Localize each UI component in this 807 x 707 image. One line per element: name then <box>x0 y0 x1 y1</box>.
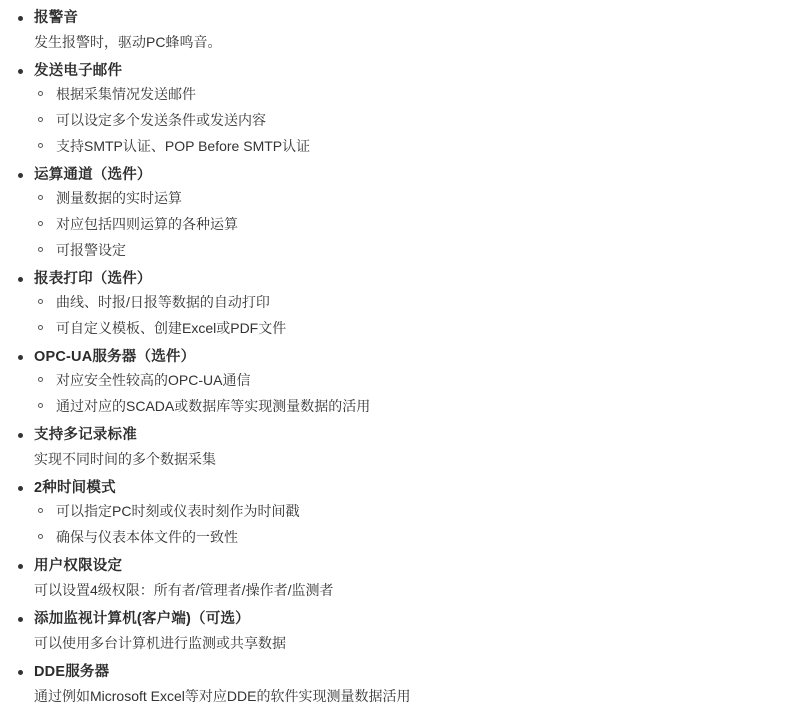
list-item: 曲线、时报/日报等数据的自动打印 <box>34 292 807 313</box>
list-item: 可以指定PC时刻或仪表时刻作为时间戳 <box>34 501 807 522</box>
list-item <box>0 609 807 654</box>
feature-title: 用户权限设定 <box>34 558 123 574</box>
list-item: 通过对应的SCADA或数据库等实现测量数据的活用 <box>34 396 807 417</box>
list-item <box>0 61 807 157</box>
feature-description: 可以设置4级权限：所有者/管理者/操作者/监测者 <box>34 582 334 598</box>
feature-subitems <box>34 370 807 417</box>
list-item <box>0 425 807 470</box>
feature-description: 实现不同时间的多个数据采集 <box>34 451 216 467</box>
feature-subitems <box>34 292 807 339</box>
list-item: 对应安全性较高的OPC-UA通信 <box>34 370 807 391</box>
list-item: 对应包括四则运算的各种运算 <box>34 214 807 235</box>
feature-list <box>0 8 807 707</box>
list-item <box>0 165 807 261</box>
list-item: 根据采集情况发送邮件 <box>34 84 807 105</box>
feature-title: 报表打印（选件） <box>34 271 152 287</box>
list-item <box>0 8 807 53</box>
feature-title: 添加监视计算机(客户端)（可选） <box>34 611 250 627</box>
list-item: 可以设定多个发送条件或发送内容 <box>34 110 807 131</box>
list-item: 确保与仪表本体文件的一致性 <box>34 527 807 548</box>
feature-subitems <box>34 501 807 548</box>
list-item: 可自定义模板、创建Excel或PDF文件 <box>34 318 807 339</box>
list-item: 支持SMTP认证、POP Before SMTP认证 <box>34 136 807 157</box>
list-item <box>0 269 807 339</box>
feature-description: 可以使用多台计算机进行监测或共享数据 <box>34 635 286 651</box>
feature-title: DDE服务器 <box>34 664 110 680</box>
feature-title: 支持多记录标准 <box>34 427 137 443</box>
feature-description: 通过例如Microsoft Excel等对应DDE的软件实现测量数据活用 <box>34 688 411 704</box>
list-item: 测量数据的实时运算 <box>34 188 807 209</box>
list-item <box>0 478 807 548</box>
feature-subitems <box>34 188 807 261</box>
list-item <box>0 347 807 417</box>
list-item <box>0 556 807 601</box>
list-item: 可报警设定 <box>34 240 807 261</box>
feature-subitems <box>34 84 807 157</box>
feature-description: 发生报警时，驱动PC蜂鸣音。 <box>34 34 222 50</box>
feature-title: 2种时间模式 <box>34 480 116 496</box>
list-item <box>0 662 807 707</box>
feature-title: 发送电子邮件 <box>34 63 123 79</box>
feature-title: 报警音 <box>34 10 79 26</box>
feature-title: 运算通道（选件） <box>34 167 152 183</box>
feature-title: OPC-UA服务器（选件） <box>34 349 196 365</box>
